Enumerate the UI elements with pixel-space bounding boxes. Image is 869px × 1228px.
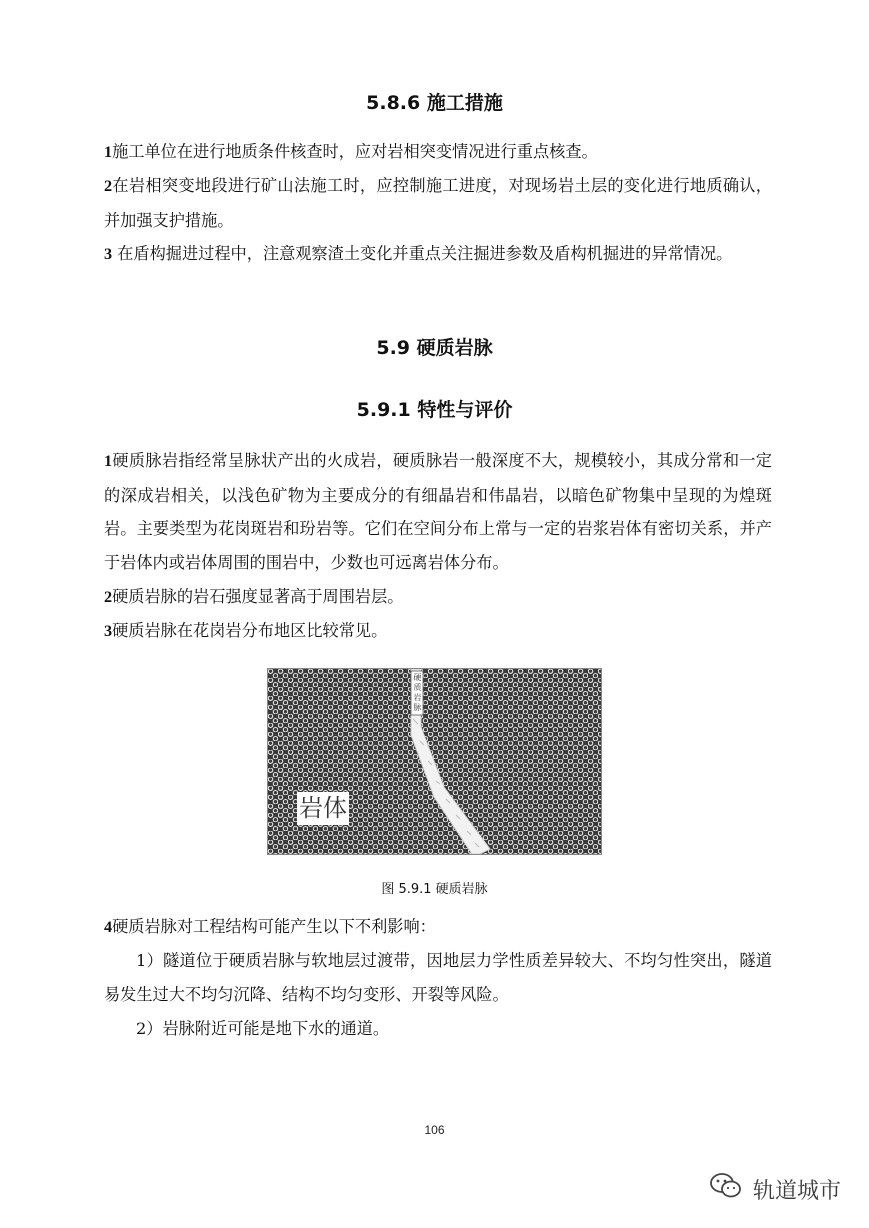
item-text: 硬质岩脉的岩石强度显著高于周围岩层。	[112, 587, 404, 606]
section-heading-59: 5.9 硬质岩脉	[376, 337, 493, 359]
paragraph-effects-2: 2）岩脉附近可能是地下水的通道。	[136, 1019, 390, 1038]
watermark-text: 轨道城市	[752, 1178, 841, 1204]
item-text: 硬质脉岩指经常呈脉状产出的火成岩，硬质脉岩一般深度不大，规模较小，其成分常和一定的深成岩相关，以浅色矿物为主要成分的有细晶岩和伟晶岩，以暗色矿物集中呈现的为煌斑岩。主要类型为花岗斑岩和玢岩等。它们在空间分布上常与一定的岩浆岩体有密切关系，并产于岩体内或岩体周围的围岩中，少数也可远离岩体分布。	[104, 451, 772, 572]
item-text: 施工单位在进行地质条件核查时，应对岩相突变情况进行重点核查。	[112, 142, 598, 161]
section-heading-591: 5.9.1 特性与评价	[356, 399, 513, 421]
section-heading-586: 5.8.6 施工措施	[366, 92, 503, 114]
item-text: 在岩相突变地段进行矿山法施工时，应控制施工进度，对现场岩土层的变化进行地质确认，并加强支护措施。	[104, 176, 772, 230]
item-number: 2	[104, 588, 113, 606]
item-number: 1	[104, 452, 113, 470]
paragraph-586-2	[104, 169, 772, 237]
paragraph-effects-intro	[104, 910, 772, 945]
rock-body-label: 岩体	[299, 794, 347, 822]
item-number: 4	[104, 918, 113, 936]
rock-pattern-illustration	[268, 669, 601, 854]
wechat-icon	[709, 1172, 743, 1206]
watermark	[709, 1172, 841, 1206]
figure-caption: 图 5.9.1 硬质岩脉	[381, 882, 488, 897]
paragraph-591-2	[104, 580, 772, 615]
item-number: 3	[104, 622, 113, 640]
item-text: 硬质岩脉对工程结构可能产生以下不利影响：	[112, 917, 436, 936]
paragraph-586-3	[104, 237, 772, 272]
paragraph-591-3	[104, 614, 772, 649]
item-number: 1	[104, 143, 113, 161]
page-number: 106	[424, 1123, 445, 1137]
item-text: 在盾构掘进过程中，注意观察渣土变化并重点关注掘进参数及盾构机掘进的异常情况。	[112, 244, 733, 263]
paragraph-591-1	[104, 444, 772, 579]
hard-vein-figure	[267, 668, 602, 855]
item-text: 硬质岩脉在花岗岩分布地区比较常见。	[112, 621, 388, 640]
paragraph-586-1	[104, 135, 772, 170]
item-number: 3	[104, 245, 113, 263]
paragraph-effects-1: 1）隧道位于硬质岩脉与软地层过渡带，因地层力学性质差异较大、不均匀性突出，隧道易发生过大不均匀沉降、结构不均匀变形、开裂等风险。	[104, 951, 772, 1004]
item-number: 2	[104, 177, 113, 195]
vein-label: 硬质岩脉	[413, 673, 422, 712]
